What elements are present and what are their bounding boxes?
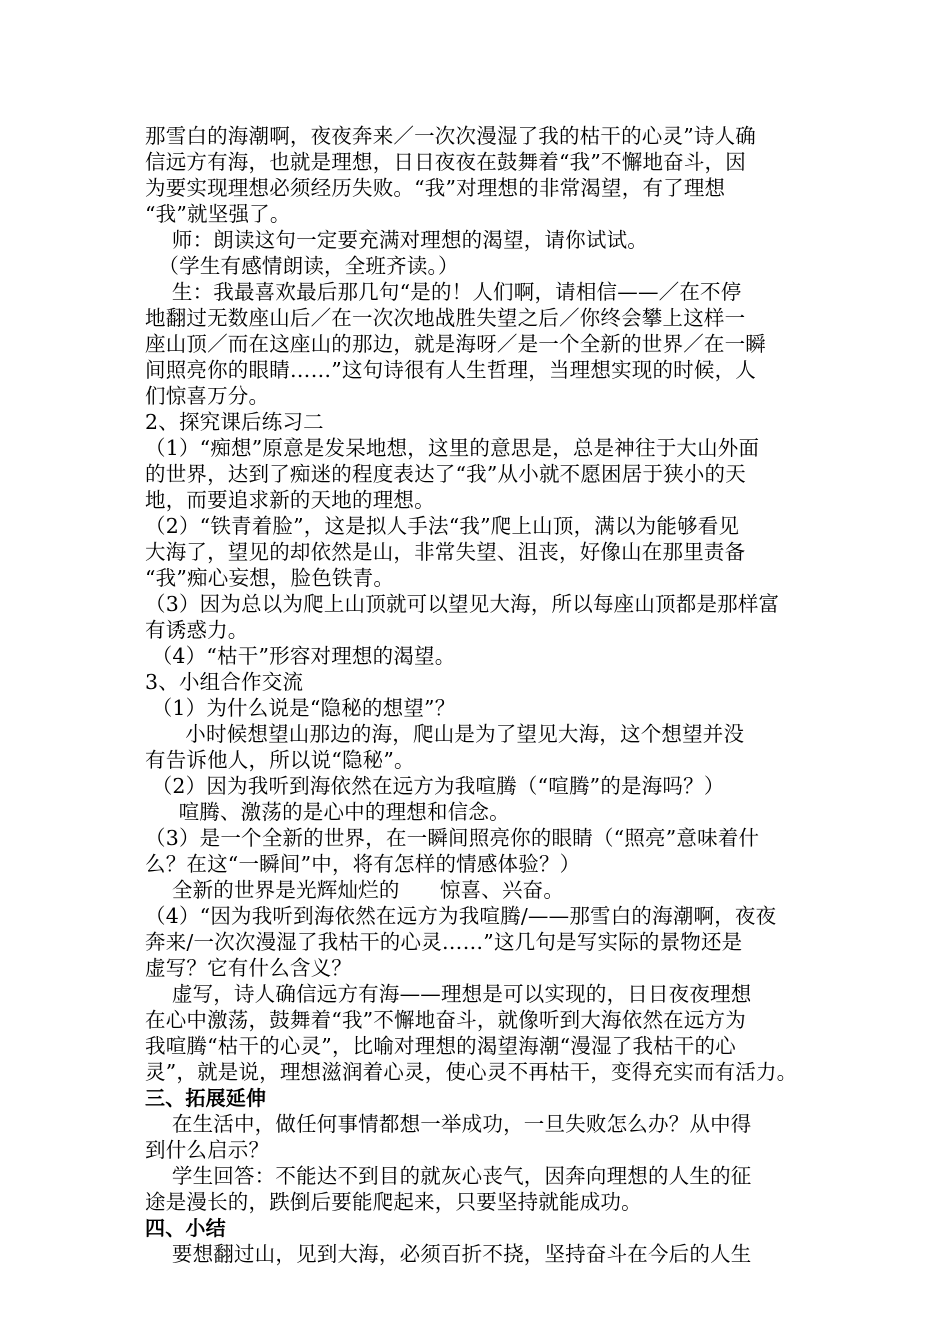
text-line: （1）“痴想”原意是发呆地想，这里的意思是，总是神往于大山外面 xyxy=(145,436,760,460)
text-line: 间照亮你的眼睛……”这句诗很有人生哲理，当理想实现的时候，人 xyxy=(145,358,756,382)
text-line: 要想翻过山，见到大海，必须百折不挠，坚持奋斗在今后的人生 xyxy=(145,1242,752,1266)
text-line: 有诱惑力。 xyxy=(145,618,249,642)
text-line: 虚写，诗人确信远方有海——理想是可以实现的，日日夜夜理想 xyxy=(145,982,752,1006)
text-line: 喧腾、激荡的是心中的理想和信念。 xyxy=(145,800,510,824)
text-line: 奔来/一次次漫湿了我枯干的心灵……”这几句是写实际的景物还是 xyxy=(145,930,743,954)
text-line: （4）“枯干”形容对理想的渴望。 xyxy=(145,644,456,668)
text-line: “我”就坚强了。 xyxy=(145,202,291,226)
text-line: 生：我最喜欢最后那几句“是的！人们啊，请相信——／在不停 xyxy=(145,280,742,304)
text-line: 小时候想望山那边的海，爬山是为了望见大海，这个想望并没 xyxy=(145,722,745,746)
section-heading: 三、拓展延伸 xyxy=(145,1086,267,1110)
text-line: “我”痴心妄想，脸色铁青。 xyxy=(145,566,395,590)
text-line: （3）因为总以为爬上山顶就可以望见大海，所以每座山顶都是那样富 xyxy=(145,592,780,616)
text-line: 师：朗读这句一定要充满对理想的渴望，请你试试。 xyxy=(145,228,648,252)
text-line: 么？在这“一瞬间”中，将有怎样的情感体验？） xyxy=(145,852,581,876)
text-line: 在心中激荡，鼓舞着“我”不懈地奋斗，就像听到大海依然在远方为 xyxy=(145,1008,746,1032)
text-line: （2）因为我听到海依然在远方为我喧腾（“喧腾”的是海吗？） xyxy=(145,774,725,798)
section-heading: 四、小结 xyxy=(145,1216,226,1240)
text-line: （1）为什么说是“隐秘的想望”？ xyxy=(145,696,456,720)
text-line: （3）是一个全新的世界，在一瞬间照亮你的眼睛（“照亮”意味着什 xyxy=(145,826,760,850)
text-line: 们惊喜万分。 xyxy=(145,384,270,408)
section-heading: 2、探究课后练习二 xyxy=(145,410,324,434)
text-line: 学生回答：不能达不到目的就灰心丧气，因奔向理想的人生的征 xyxy=(145,1164,752,1188)
text-line: 虚写？它有什么含义？ xyxy=(145,956,352,980)
text-line: 地，而要追求新的天地的理想。 xyxy=(145,488,435,512)
text-line: 的世界，达到了痴迷的程度表达了“我”从小就不愿困居于狭小的天 xyxy=(145,462,746,486)
text-line: 信远方有海，也就是理想，日日夜夜在鼓舞着“我”不懈地奋斗，因 xyxy=(145,150,746,174)
text-line: 大海了，望见的却依然是山，非常失望、沮丧，好像山在那里责备 xyxy=(145,540,746,564)
text-line: 在生活中，做任何事情都想一举成功，一旦失败怎么办？从中得 xyxy=(145,1112,752,1136)
text-line: （2）“铁青着脸”，这是拟人手法“我”爬上山顶，满以为能够看见 xyxy=(145,514,740,538)
section-heading: 3、小组合作交流 xyxy=(145,670,304,694)
text-line: 我喧腾“枯干的心灵”，比喻对理想的渴望海潮“漫湿了我枯干的心 xyxy=(145,1034,736,1058)
text-line: 全新的世界是光辉灿烂的 惊喜、兴奋。 xyxy=(145,878,565,902)
text-line: 到什么启示？ xyxy=(145,1138,270,1162)
text-line: 那雪白的海潮啊，夜夜奔来／一次次漫湿了我的枯干的心灵”诗人确 xyxy=(145,124,756,148)
text-line: （4）“因为我听到海依然在远方为我喧腾/——那雪白的海潮啊，夜夜 xyxy=(145,904,777,928)
text-line: 有告诉他人，所以说“隐秘”。 xyxy=(145,748,415,772)
text-line: 为要实现理想必须经历失败。“我”对理想的非常渴望，有了理想 xyxy=(145,176,726,200)
text-line: 座山顶／而在这座山的那边，就是海呀／是一个全新的世界／在一瞬 xyxy=(145,332,766,356)
text-line: （学生有感情朗读，全班齐读。） xyxy=(145,254,459,278)
text-line: 灵”，就是说，理想滋润着心灵，使心灵不再枯干，变得充实而有活力。 xyxy=(145,1060,798,1084)
text-line: 途是漫长的，跌倒后要能爬起来，只要坚持就能成功。 xyxy=(145,1190,642,1214)
text-line: 地翻过无数座山后／在一次次地战胜失望之后／你终会攀上这样一 xyxy=(145,306,746,330)
